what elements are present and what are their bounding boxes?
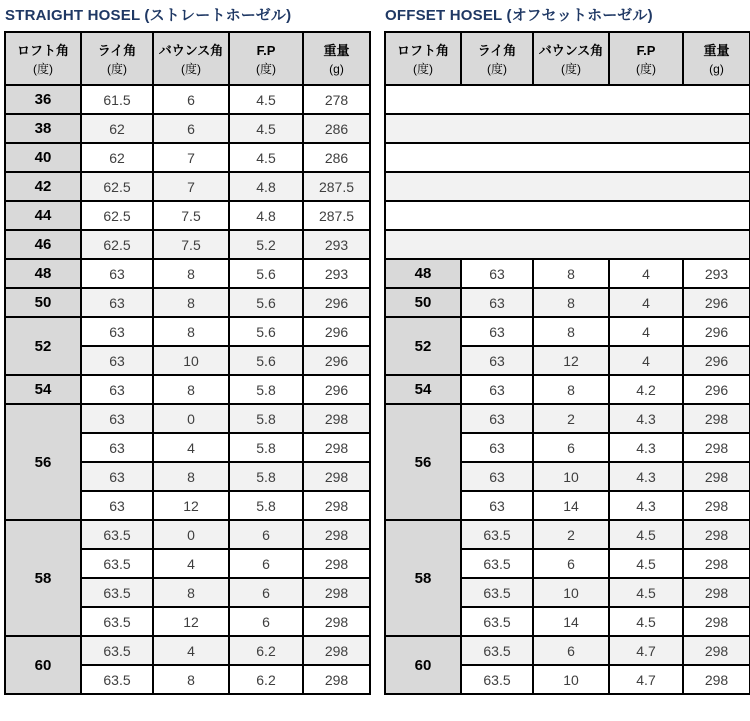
empty-cell xyxy=(385,114,750,143)
column-header-unit: (度) xyxy=(487,61,507,76)
data-cell: 298 xyxy=(683,549,750,578)
data-cell: 0 xyxy=(153,520,229,549)
column-header-0 xyxy=(5,32,81,85)
loft-cell: 36 xyxy=(5,85,81,114)
data-cell: 14 xyxy=(533,607,609,636)
table-row xyxy=(385,520,750,549)
data-cell: 5.8 xyxy=(229,375,303,404)
column-header-3 xyxy=(609,32,683,85)
data-cell: 278 xyxy=(303,85,370,114)
column-header-label: ロフト角 xyxy=(16,42,69,58)
data-cell: 296 xyxy=(303,288,370,317)
loft-cell: 48 xyxy=(385,259,461,288)
data-cell: 62 xyxy=(81,143,153,172)
data-cell: 8 xyxy=(533,288,609,317)
straight-hosel-panel xyxy=(4,4,369,695)
data-cell: 293 xyxy=(303,259,370,288)
empty-cell xyxy=(385,85,750,114)
column-header-label: 重量 xyxy=(323,42,350,58)
table-row xyxy=(5,317,370,346)
straight-hosel-table-body xyxy=(5,85,370,694)
data-cell: 63.5 xyxy=(81,549,153,578)
data-cell: 12 xyxy=(533,346,609,375)
data-cell: 6 xyxy=(229,578,303,607)
data-cell: 12 xyxy=(153,491,229,520)
data-cell: 7.5 xyxy=(153,230,229,259)
data-cell: 8 xyxy=(153,259,229,288)
data-cell: 4 xyxy=(609,288,683,317)
loft-cell: 58 xyxy=(385,520,461,636)
data-cell: 63.5 xyxy=(461,549,533,578)
data-cell: 63 xyxy=(81,404,153,433)
data-cell: 63 xyxy=(81,317,153,346)
column-header-unit: (度) xyxy=(561,61,581,76)
data-cell: 14 xyxy=(533,491,609,520)
data-cell: 2 xyxy=(533,404,609,433)
data-cell: 4 xyxy=(609,317,683,346)
data-cell: 7 xyxy=(153,172,229,201)
data-cell: 298 xyxy=(683,520,750,549)
data-cell: 63 xyxy=(461,346,533,375)
column-header-label: ロフト角 xyxy=(396,42,449,58)
column-header-1 xyxy=(81,32,153,85)
data-cell: 10 xyxy=(533,665,609,694)
data-cell: 298 xyxy=(303,520,370,549)
straight-hosel-table-header xyxy=(5,32,370,85)
data-cell: 298 xyxy=(303,462,370,491)
column-header-label: ライ角 xyxy=(477,42,517,58)
loft-cell: 50 xyxy=(385,288,461,317)
column-header-0 xyxy=(385,32,461,85)
data-cell: 0 xyxy=(153,404,229,433)
data-cell: 63 xyxy=(461,433,533,462)
data-cell: 298 xyxy=(683,462,750,491)
empty-row xyxy=(385,85,750,114)
table-row xyxy=(5,404,370,433)
data-cell: 293 xyxy=(683,259,750,288)
data-cell: 4.2 xyxy=(609,375,683,404)
data-cell: 6 xyxy=(533,433,609,462)
data-cell: 298 xyxy=(683,433,750,462)
data-cell: 6.2 xyxy=(229,636,303,665)
column-header-2 xyxy=(533,32,609,85)
data-cell: 4 xyxy=(153,433,229,462)
data-cell: 10 xyxy=(153,346,229,375)
data-cell: 6 xyxy=(533,549,609,578)
data-cell: 4.3 xyxy=(609,491,683,520)
empty-row xyxy=(385,230,750,259)
table-row xyxy=(5,636,370,665)
offset-hosel-table-header xyxy=(385,32,750,85)
data-cell: 2 xyxy=(533,520,609,549)
loft-cell: 52 xyxy=(385,317,461,375)
data-cell: 298 xyxy=(303,433,370,462)
data-cell: 298 xyxy=(303,491,370,520)
loft-cell: 40 xyxy=(5,143,81,172)
data-cell: 298 xyxy=(683,491,750,520)
data-cell: 63 xyxy=(81,346,153,375)
data-cell: 4 xyxy=(609,346,683,375)
data-cell: 63 xyxy=(81,491,153,520)
data-cell: 8 xyxy=(153,462,229,491)
data-cell: 296 xyxy=(303,375,370,404)
data-cell: 8 xyxy=(533,259,609,288)
data-cell: 8 xyxy=(153,288,229,317)
data-cell: 63 xyxy=(461,491,533,520)
table-row xyxy=(385,317,750,346)
data-cell: 63 xyxy=(461,462,533,491)
column-header-unit: (度) xyxy=(256,61,276,76)
table-row xyxy=(5,85,370,114)
loft-cell: 42 xyxy=(5,172,81,201)
column-header-unit: (度) xyxy=(413,61,433,76)
column-header-label: バウンス角 xyxy=(538,42,604,58)
data-cell: 6 xyxy=(229,520,303,549)
data-cell: 63 xyxy=(461,404,533,433)
data-cell: 10 xyxy=(533,578,609,607)
table-row xyxy=(5,172,370,201)
column-header-unit: (度) xyxy=(107,61,127,76)
data-cell: 298 xyxy=(683,607,750,636)
column-header-2 xyxy=(153,32,229,85)
data-cell: 296 xyxy=(683,346,750,375)
loft-cell: 58 xyxy=(5,520,81,636)
data-cell: 8 xyxy=(153,317,229,346)
data-cell: 4.5 xyxy=(609,578,683,607)
data-cell: 5.8 xyxy=(229,404,303,433)
data-cell: 63.5 xyxy=(81,578,153,607)
offset-hosel-table-body xyxy=(385,85,750,694)
data-cell: 10 xyxy=(533,462,609,491)
column-header-label: F.P xyxy=(636,42,656,58)
data-cell: 296 xyxy=(683,317,750,346)
empty-cell xyxy=(385,172,750,201)
data-cell: 6.2 xyxy=(229,665,303,694)
column-header-label: ライ角 xyxy=(97,42,137,58)
data-cell: 63.5 xyxy=(81,636,153,665)
column-header-4 xyxy=(683,32,750,85)
loft-cell: 54 xyxy=(385,375,461,404)
data-cell: 63 xyxy=(81,433,153,462)
data-cell: 62.5 xyxy=(81,230,153,259)
empty-cell xyxy=(385,201,750,230)
table-row xyxy=(5,201,370,230)
data-cell: 8 xyxy=(533,375,609,404)
table-row xyxy=(5,143,370,172)
offset-hosel-panel xyxy=(384,4,749,695)
straight-hosel-title: STRAIGHT HOSEL (ストレートホーゼル) xyxy=(5,7,292,24)
data-cell: 4.5 xyxy=(609,549,683,578)
data-cell: 298 xyxy=(303,578,370,607)
data-cell: 298 xyxy=(683,404,750,433)
column-header-label: F.P xyxy=(256,42,276,58)
offset-hosel-table xyxy=(384,31,750,695)
table-row xyxy=(5,288,370,317)
table-row xyxy=(5,520,370,549)
table-row xyxy=(385,404,750,433)
empty-cell xyxy=(385,230,750,259)
table-row xyxy=(385,375,750,404)
data-cell: 4.7 xyxy=(609,636,683,665)
empty-row xyxy=(385,172,750,201)
empty-row xyxy=(385,201,750,230)
data-cell: 8 xyxy=(153,578,229,607)
loft-cell: 60 xyxy=(385,636,461,694)
data-cell: 286 xyxy=(303,114,370,143)
data-cell: 4.5 xyxy=(229,143,303,172)
column-header-unit: (度) xyxy=(181,61,201,76)
data-cell: 63.5 xyxy=(461,578,533,607)
loft-cell: 52 xyxy=(5,317,81,375)
table-row xyxy=(5,259,370,288)
column-header-unit: (度) xyxy=(33,61,53,76)
table-row xyxy=(385,259,750,288)
data-cell: 286 xyxy=(303,143,370,172)
table-row xyxy=(385,288,750,317)
data-cell: 4.7 xyxy=(609,665,683,694)
empty-cell xyxy=(385,143,750,172)
data-cell: 5.8 xyxy=(229,433,303,462)
data-cell: 4.3 xyxy=(609,462,683,491)
data-cell: 63 xyxy=(461,259,533,288)
data-cell: 5.6 xyxy=(229,346,303,375)
data-cell: 4.5 xyxy=(609,607,683,636)
data-cell: 6 xyxy=(153,114,229,143)
data-cell: 6 xyxy=(229,607,303,636)
table-row xyxy=(5,114,370,143)
data-cell: 8 xyxy=(153,375,229,404)
data-cell: 4.5 xyxy=(609,520,683,549)
empty-row xyxy=(385,114,750,143)
column-header-3 xyxy=(229,32,303,85)
data-cell: 63 xyxy=(461,375,533,404)
loft-cell: 56 xyxy=(5,404,81,520)
data-cell: 4 xyxy=(609,259,683,288)
data-cell: 63.5 xyxy=(81,665,153,694)
data-cell: 287.5 xyxy=(303,172,370,201)
data-cell: 8 xyxy=(153,665,229,694)
data-cell: 63.5 xyxy=(461,607,533,636)
loft-cell: 44 xyxy=(5,201,81,230)
loft-cell: 60 xyxy=(5,636,81,694)
loft-cell: 38 xyxy=(5,114,81,143)
data-cell: 63.5 xyxy=(81,520,153,549)
data-cell: 6 xyxy=(533,636,609,665)
offset-hosel-title: OFFSET HOSEL (オフセットホーゼル) xyxy=(385,7,653,24)
header-row xyxy=(385,32,750,85)
data-cell: 4.5 xyxy=(229,114,303,143)
table-row xyxy=(385,636,750,665)
loft-cell: 46 xyxy=(5,230,81,259)
data-cell: 63 xyxy=(81,259,153,288)
data-cell: 63.5 xyxy=(461,520,533,549)
data-cell: 5.8 xyxy=(229,462,303,491)
data-cell: 63 xyxy=(461,288,533,317)
data-cell: 7 xyxy=(153,143,229,172)
column-header-1 xyxy=(461,32,533,85)
data-cell: 298 xyxy=(303,636,370,665)
data-cell: 63 xyxy=(81,462,153,491)
loft-cell: 48 xyxy=(5,259,81,288)
data-cell: 63 xyxy=(81,288,153,317)
data-cell: 298 xyxy=(303,665,370,694)
data-cell: 298 xyxy=(303,404,370,433)
data-cell: 62 xyxy=(81,114,153,143)
column-header-unit: (度) xyxy=(636,61,656,76)
data-cell: 296 xyxy=(303,317,370,346)
data-cell: 4.3 xyxy=(609,433,683,462)
data-cell: 296 xyxy=(683,375,750,404)
column-header-4 xyxy=(303,32,370,85)
data-cell: 296 xyxy=(683,288,750,317)
loft-cell: 54 xyxy=(5,375,81,404)
data-cell: 12 xyxy=(153,607,229,636)
data-cell: 63.5 xyxy=(461,636,533,665)
data-cell: 5.6 xyxy=(229,259,303,288)
data-cell: 298 xyxy=(683,578,750,607)
column-header-unit: (g) xyxy=(709,61,724,76)
column-header-label: 重量 xyxy=(703,42,730,58)
data-cell: 4.8 xyxy=(229,201,303,230)
data-cell: 4 xyxy=(153,549,229,578)
data-cell: 6 xyxy=(229,549,303,578)
data-cell: 298 xyxy=(303,607,370,636)
data-cell: 7.5 xyxy=(153,201,229,230)
data-cell: 63 xyxy=(81,375,153,404)
column-header-unit: (g) xyxy=(329,61,344,76)
data-cell: 298 xyxy=(303,549,370,578)
data-cell: 5.8 xyxy=(229,491,303,520)
column-header-label: バウンス角 xyxy=(158,42,224,58)
data-cell: 296 xyxy=(303,346,370,375)
data-cell: 62.5 xyxy=(81,201,153,230)
data-cell: 62.5 xyxy=(81,172,153,201)
table-row xyxy=(5,230,370,259)
data-cell: 5.6 xyxy=(229,317,303,346)
data-cell: 4 xyxy=(153,636,229,665)
data-cell: 63.5 xyxy=(81,607,153,636)
data-cell: 6 xyxy=(153,85,229,114)
data-cell: 4.5 xyxy=(229,85,303,114)
data-cell: 8 xyxy=(533,317,609,346)
data-cell: 63 xyxy=(461,317,533,346)
empty-row xyxy=(385,143,750,172)
data-cell: 293 xyxy=(303,230,370,259)
data-cell: 5.2 xyxy=(229,230,303,259)
table-row xyxy=(5,375,370,404)
data-cell: 4.3 xyxy=(609,404,683,433)
data-cell: 61.5 xyxy=(81,85,153,114)
data-cell: 298 xyxy=(683,665,750,694)
header-row xyxy=(5,32,370,85)
loft-cell: 50 xyxy=(5,288,81,317)
data-cell: 63.5 xyxy=(461,665,533,694)
data-cell: 298 xyxy=(683,636,750,665)
data-cell: 287.5 xyxy=(303,201,370,230)
data-cell: 4.8 xyxy=(229,172,303,201)
loft-cell: 56 xyxy=(385,404,461,520)
data-cell: 5.6 xyxy=(229,288,303,317)
straight-hosel-table xyxy=(4,31,371,695)
